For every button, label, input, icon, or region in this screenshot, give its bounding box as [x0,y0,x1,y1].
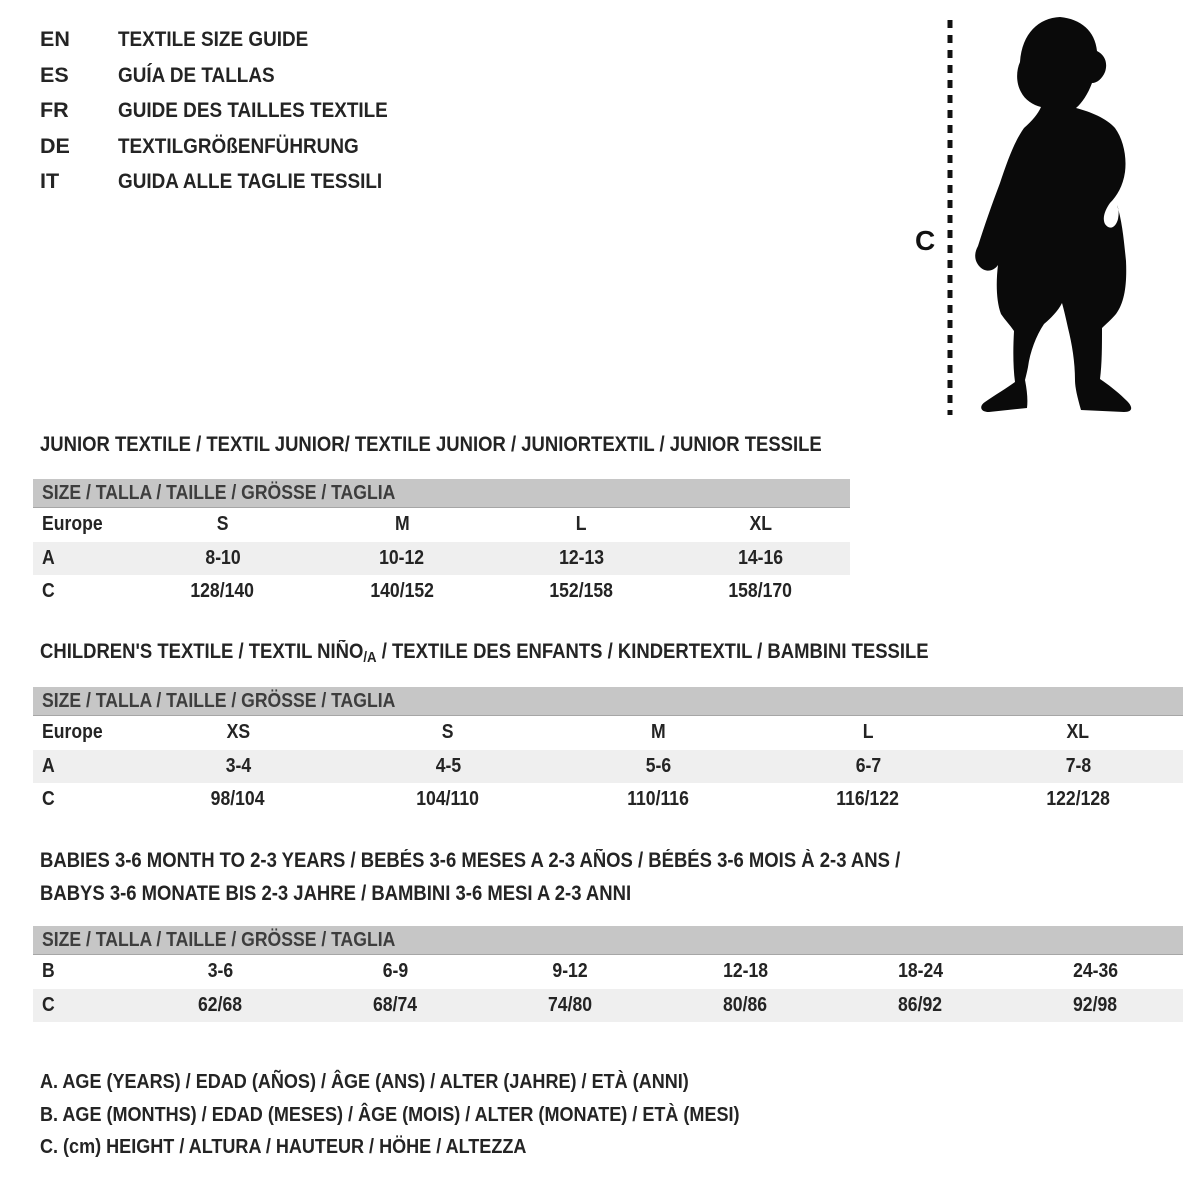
height-value: 128/140 [190,580,255,603]
height-value: 116/122 [836,788,900,811]
row-label: A [42,754,55,777]
table-row [33,716,1183,750]
row-label: B [42,960,55,983]
toddler-silhouette-figure [905,10,1145,425]
babies-size-table [33,926,1183,1022]
height-value: 122/128 [1046,788,1110,811]
size-value: L [862,721,874,744]
legend-line-b: B. AGE (MONTHS) / EDAD (MESES) / ÂGE (MOIS) / ALTER (MONATE) / ETÀ (MESI) [40,1102,740,1126]
age-value: 8-10 [205,546,241,569]
height-value: 62/68 [198,993,243,1016]
month-value: 6-9 [382,960,409,983]
guide-title-fr: GUIDE DES TAILLES TEXTILE [118,98,388,123]
month-value: 12-18 [722,960,769,983]
table-row [33,783,1183,817]
table-row [33,542,850,576]
toddler-silhouette-shape [975,17,1131,412]
month-value: 3-6 [207,960,234,983]
size-value: M [650,721,666,744]
age-value: 7-8 [1065,754,1091,777]
size-header-label: SIZE / TALLA / TAILLE / GRÖSSE / TAGLIA [42,481,396,504]
month-value: 18-24 [897,960,944,983]
height-value: 158/170 [728,580,793,603]
row-label: C [42,580,55,603]
legend-line-c: C. (cm) HEIGHT / ALTURA / HAUTEUR / HÖHE / ALTEZZA [40,1135,527,1159]
babies-section-title [40,845,1018,910]
language-row-it [40,164,425,200]
measure-legend [40,1066,835,1164]
babies-table-header-bar [33,926,1183,955]
month-value: 24-36 [1072,960,1119,983]
age-value: 3-4 [225,754,251,777]
height-value: 104/110 [416,788,480,811]
size-value: XL [749,513,772,536]
language-code: DE [40,133,70,158]
row-label: A [42,546,55,569]
junior-size-table [33,479,850,609]
age-value: 5-6 [645,754,671,777]
language-code: IT [40,169,60,194]
toddler-silhouette-svg [905,10,1145,425]
legend-line-a: A. AGE (YEARS) / EDAD (AÑOS) / ÂGE (ANS) / ALTER (JAHRE) / ETÀ (ANNI) [40,1070,689,1094]
age-value: 10-12 [379,546,425,569]
guide-title-de: TEXTILGRÖßENFÜHRUNG [118,133,359,158]
language-row-en [40,22,425,58]
children-table-header-bar [33,687,1183,716]
row-label: Europe [42,721,103,744]
height-value: 152/158 [549,580,613,603]
height-value: 92/98 [1073,993,1118,1016]
babies-title-line2: BABYS 3-6 MONATE BIS 2-3 JAHRE / BAMBINI 3-6 MESI A 2-3 ANNI [40,881,632,905]
height-value: 80/86 [723,993,768,1016]
row-label: C [42,788,55,811]
age-value: 14-16 [737,546,783,569]
row-label: Europe [42,513,103,536]
size-value: S [216,513,229,536]
age-value: 6-7 [855,754,881,777]
language-row-fr [40,93,425,129]
guide-title-it: GUIDA ALLE TAGLIE TESSILI [118,169,383,194]
table-row [33,955,1183,989]
language-code: EN [40,27,70,52]
size-header-label: SIZE / TALLA / TAILLE / GRÖSSE / TAGLIA [42,689,396,712]
height-value: 110/116 [627,788,689,811]
height-value: 98/104 [211,788,265,811]
age-value: 4-5 [435,754,461,777]
height-value: 74/80 [548,993,593,1016]
junior-section-title: JUNIOR TEXTILE / TEXTIL JUNIOR/ TEXTILE JUNIOR / JUNIORTEXTIL / JUNIOR TESSILE [40,433,822,456]
nino-a-subscript: /A [363,649,377,666]
guide-title-en: TEXTILE SIZE GUIDE [118,27,309,52]
table-row [33,750,1183,784]
row-label: C [42,993,55,1016]
size-value: M [394,513,410,536]
size-value: S [442,721,454,744]
language-row-es [40,58,425,94]
table-row [33,508,850,542]
children-size-table [33,687,1183,817]
babies-title-line1: BABIES 3-6 MONTH TO 2-3 YEARS / BEBÉS 3-6 MESES A 2-3 AÑOS / BÉBÉS 3-6 MOIS À 2-3 ANS / [40,849,901,872]
table-row [33,575,850,609]
language-code: FR [40,98,69,123]
height-value: 86/92 [898,993,943,1016]
month-value: 9-12 [552,960,589,983]
children-section-title: CHILDREN'S TEXTILE / TEXTIL NIÑO/A / TEXTILE DES ENFANTS / KINDERTEXTIL / BAMBINI TESSILE [40,640,929,666]
language-row-de [40,129,425,165]
size-value: XL [1066,721,1090,744]
age-value: 12-13 [558,546,604,569]
height-value: 68/74 [373,993,418,1016]
language-code: ES [40,62,69,87]
size-value: L [575,513,587,536]
language-title-list [40,22,425,200]
table-row [33,989,1183,1023]
height-value: 140/152 [370,580,434,603]
size-value: XS [226,721,250,744]
size-header-label: SIZE / TALLA / TAILLE / GRÖSSE / TAGLIA [42,928,396,951]
height-measure-label: C [915,225,936,256]
guide-title-es: GUÍA DE TALLAS [118,62,275,87]
junior-table-header-bar [33,479,850,508]
